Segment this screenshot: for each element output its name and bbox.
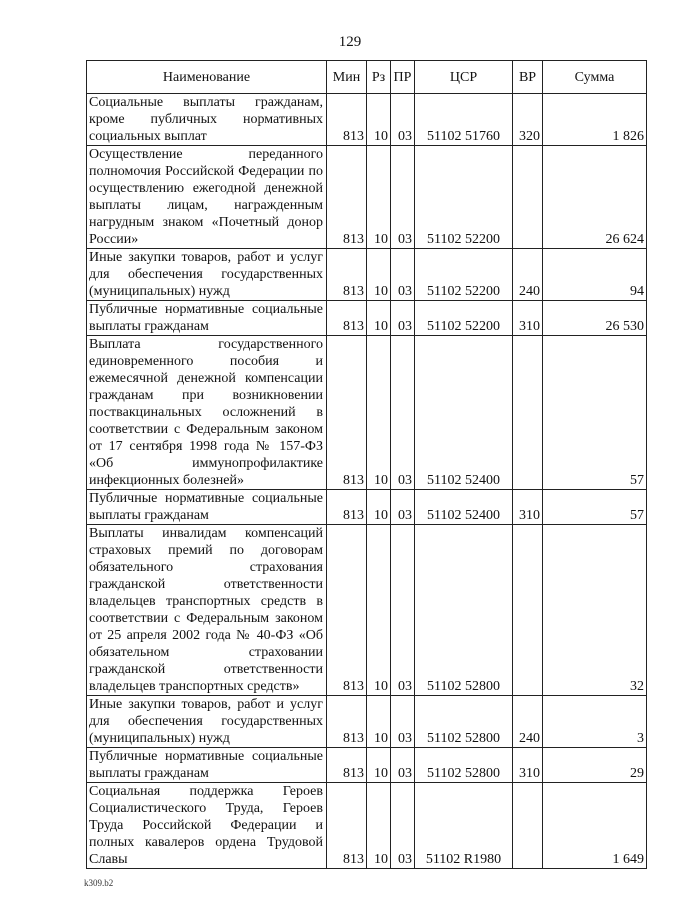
row-rz: 10: [367, 490, 391, 525]
row-name: Выплата государственного единовременного пособия и ежемесячной денежной компенсации гражданам при возникновении поствакцинальных осложнений в соответствии с Федеральным законом от 17 сентября 1998 года № 157-ФЗ «Об иммунопрофилактике инфекционных болезней»: [87, 336, 327, 490]
row-sum: 94: [543, 249, 647, 301]
row-sum: 1 826: [543, 94, 647, 146]
row-rz: 10: [367, 94, 391, 146]
row-name: Социальные выплаты гражданам, кроме публичных нормативных социальных выплат: [87, 94, 327, 146]
row-min: 813: [327, 490, 367, 525]
row-name: Иные закупки товаров, работ и услуг для обеспечения государственных (муниципальных) нужд: [87, 249, 327, 301]
row-name: Социальная поддержка Героев Социалистического Труда, Героев Труда Российской Федерации и полных кавалеров ордена Трудовой Славы: [87, 783, 327, 869]
row-pr: 03: [391, 336, 415, 490]
row-name: Публичные нормативные социальные выплаты гражданам: [87, 490, 327, 525]
header-csr: ЦСР: [415, 61, 513, 94]
table-row: [87, 783, 647, 869]
row-min: 813: [327, 301, 367, 336]
row-pr: 03: [391, 696, 415, 748]
row-pr: 03: [391, 301, 415, 336]
row-vr: 310: [513, 490, 543, 525]
table-header-row: [87, 61, 647, 94]
row-rz: 10: [367, 525, 391, 696]
row-vr: [513, 783, 543, 869]
row-rz: 10: [367, 301, 391, 336]
header-name: Наименование: [87, 61, 327, 94]
row-rz: 10: [367, 249, 391, 301]
row-vr: 320: [513, 94, 543, 146]
row-sum: 26 624: [543, 146, 647, 249]
row-vr: 310: [513, 748, 543, 783]
row-min: 813: [327, 249, 367, 301]
row-pr: 03: [391, 146, 415, 249]
row-rz: 10: [367, 696, 391, 748]
row-sum: 26 530: [543, 301, 647, 336]
row-rz: 10: [367, 336, 391, 490]
row-name: Иные закупки товаров, работ и услуг для обеспечения государственных (муниципальных) нужд: [87, 696, 327, 748]
row-vr: [513, 336, 543, 490]
header-min: Мин: [327, 61, 367, 94]
row-min: 813: [327, 146, 367, 249]
row-pr: 03: [391, 490, 415, 525]
header-rz: Рз: [367, 61, 391, 94]
row-csr: 51102 R1980: [415, 783, 513, 869]
row-rz: 10: [367, 146, 391, 249]
table-row: [87, 301, 647, 336]
row-vr: 240: [513, 249, 543, 301]
row-min: 813: [327, 748, 367, 783]
row-csr: 51102 52800: [415, 748, 513, 783]
header-sum: Сумма: [543, 61, 647, 94]
table-row: [87, 525, 647, 696]
row-sum: 32: [543, 525, 647, 696]
budget-table: [86, 60, 647, 869]
row-sum: 3: [543, 696, 647, 748]
header-pr: ПР: [391, 61, 415, 94]
row-min: 813: [327, 336, 367, 490]
table-row: [87, 490, 647, 525]
row-sum: 1 649: [543, 783, 647, 869]
row-rz: 10: [367, 748, 391, 783]
table-row: [87, 696, 647, 748]
row-csr: 51102 52800: [415, 525, 513, 696]
row-csr: 51102 52400: [415, 490, 513, 525]
row-sum: 57: [543, 490, 647, 525]
row-csr: 51102 51760: [415, 94, 513, 146]
page-number: 129: [338, 34, 362, 50]
row-pr: 03: [391, 748, 415, 783]
row-pr: 03: [391, 94, 415, 146]
footer-code: k309.b2: [84, 878, 114, 888]
row-vr: [513, 146, 543, 249]
row-min: 813: [327, 696, 367, 748]
row-min: 813: [327, 525, 367, 696]
row-vr: 240: [513, 696, 543, 748]
row-min: 813: [327, 94, 367, 146]
row-csr: 51102 52400: [415, 336, 513, 490]
row-rz: 10: [367, 783, 391, 869]
row-name: Публичные нормативные социальные выплаты гражданам: [87, 748, 327, 783]
table-row: [87, 146, 647, 249]
table-row: [87, 249, 647, 301]
row-pr: 03: [391, 783, 415, 869]
row-min: 813: [327, 783, 367, 869]
row-csr: 51102 52800: [415, 696, 513, 748]
row-sum: 29: [543, 748, 647, 783]
row-pr: 03: [391, 525, 415, 696]
row-vr: [513, 525, 543, 696]
table-row: [87, 94, 647, 146]
row-csr: 51102 52200: [415, 301, 513, 336]
row-name: Публичные нормативные социальные выплаты гражданам: [87, 301, 327, 336]
row-csr: 51102 52200: [415, 146, 513, 249]
table-row: [87, 336, 647, 490]
header-vr: ВР: [513, 61, 543, 94]
table-row: [87, 748, 647, 783]
row-csr: 51102 52200: [415, 249, 513, 301]
row-sum: 57: [543, 336, 647, 490]
row-name: Выплаты инвалидам компенсаций страховых премий по договорам обязательного страхования гражданской ответственности владельцев транспортных средств в соответствии с Федеральным законом от 25 апреля 2002 года № 40-ФЗ «Об обязательном страховании гражданской ответственности владельцев транспортных средств»: [87, 525, 327, 696]
row-pr: 03: [391, 249, 415, 301]
row-vr: 310: [513, 301, 543, 336]
row-name: Осуществление переданного полномочия Российской Федерации по осуществлению ежегодной денежной выплаты лицам, награжденным нагрудным знаком «Почетный донор России»: [87, 146, 327, 249]
